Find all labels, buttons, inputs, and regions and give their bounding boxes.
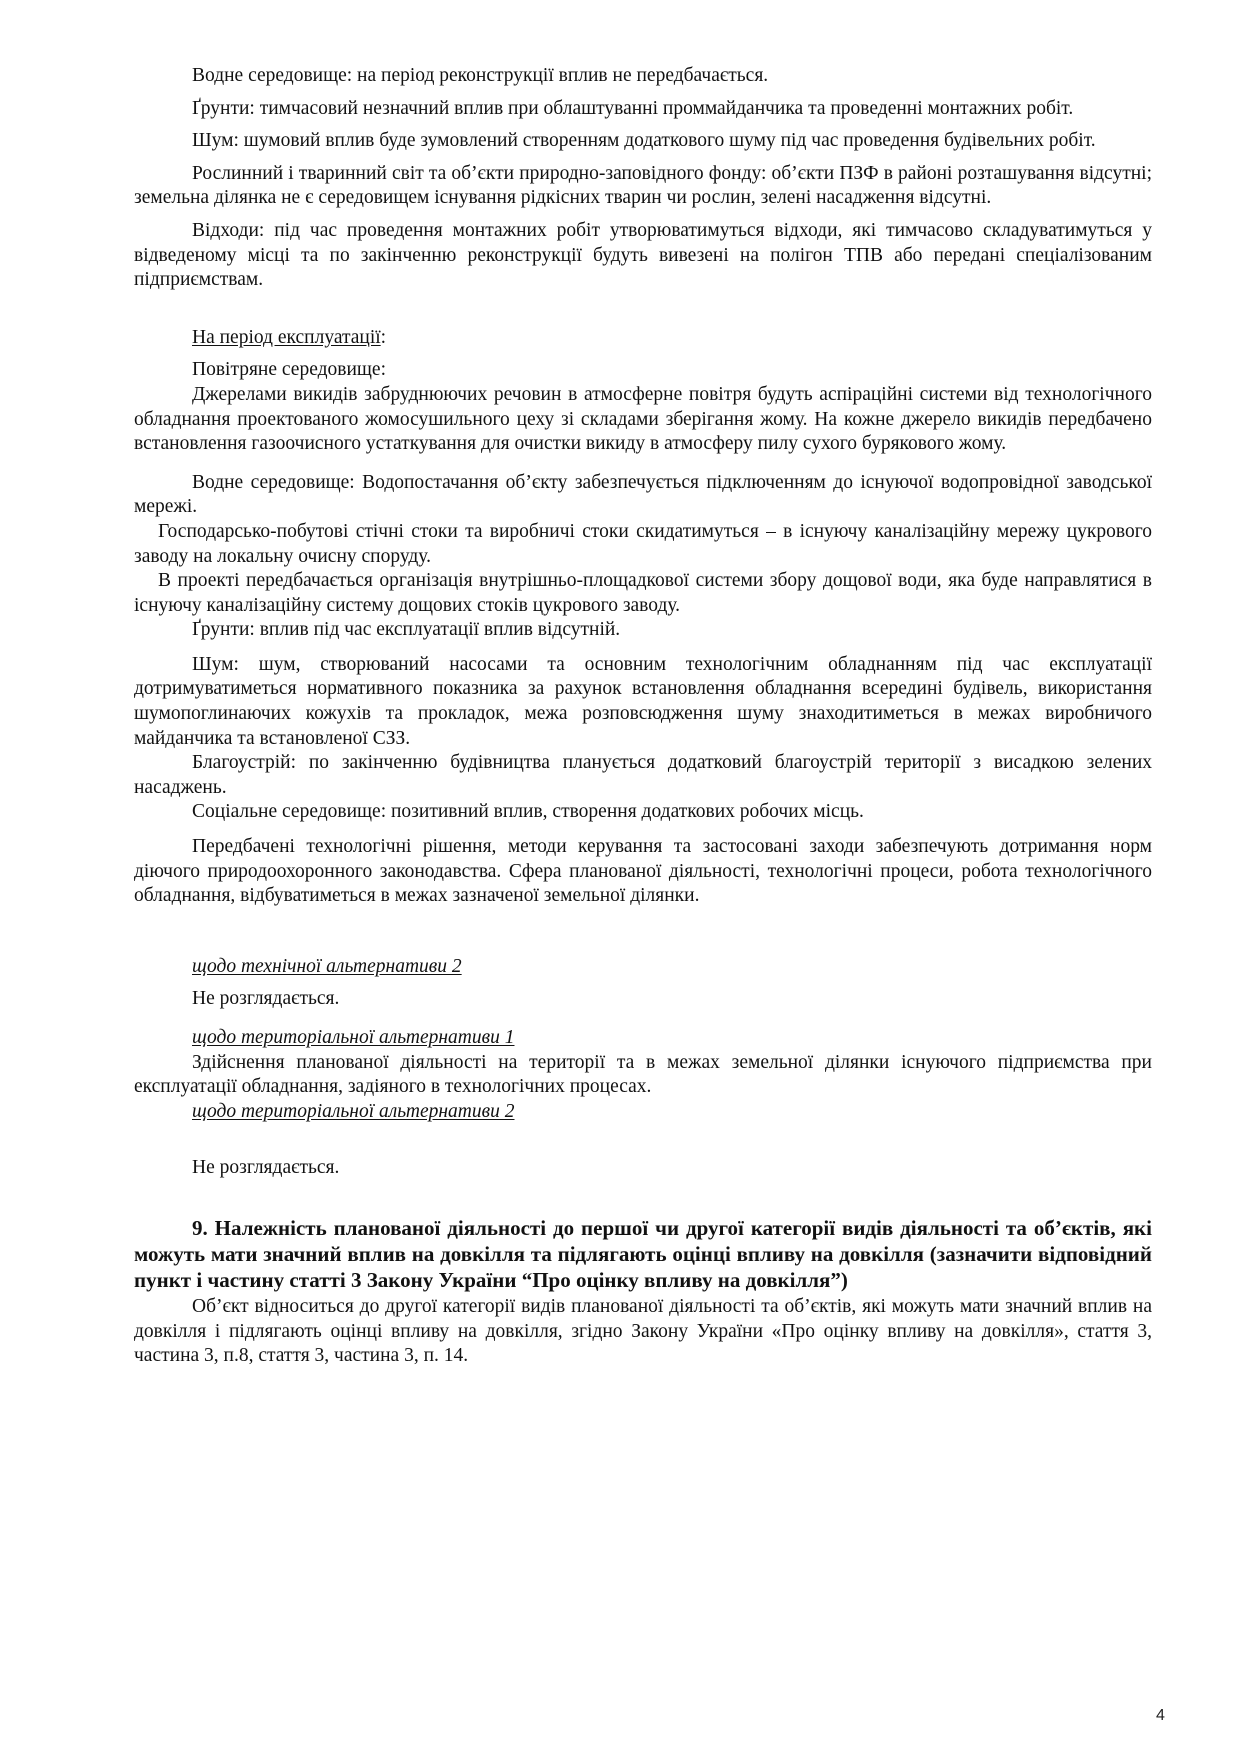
operation-period-heading (134, 326, 1152, 351)
territorial-alternative-1-text: Здійснення планованої діяльності на території та в межах земельної ділянки існуючого підприємства при експлуатації обладнання, задіяного в технологічних процесах. (134, 1051, 1152, 1098)
construction-water-paragraph: Водне середовище: на період реконструкції вплив не передбачається. (192, 65, 769, 86)
territorial-alternative-1-title: щодо територіальної альтернативи 1 (192, 1027, 515, 1048)
operation-period-title: На період експлуатації (192, 326, 381, 348)
construction-flora-fauna-paragraph: Рослинний і тваринний світ та об’єкти природно-заповідного фонду: об’єкти ПЗФ в районі розташування відсутні; земельна ділянка не є середовищем існування рідкісних тварин чи рослин, зелені насадження відсутні. (134, 162, 1152, 209)
operation-sewage-paragraph: Господарсько-побутові стічні стоки та виробничі стоки скидатимуться – в існуючу каналізаційну мережу цукрового заводу на локальну очисну споруду. (134, 520, 1152, 567)
construction-waste-paragraph: Відходи: під час проведення монтажних робіт утворюватимуться відходи, які тимчасово складуватимуться у відведеному місці та по закінченню реконструкції будуть вивезені на полігон ТПВ або передані спеціалізованим підприємствам. (134, 219, 1152, 291)
page-number: 4 (1156, 1707, 1165, 1724)
operation-noise-paragraph: Шум: шум, створюваний насосами та основним технологічним обладнанням під час експлуатації дотримуватиметься нормативного показника за рахунок встановлення обладнання всередині будівель, використання шумопоглинаючих кожухів та прокладок, межа розповсюдження шуму знаходитиметься в межах виробничого майданчика та встановленої СЗЗ. (134, 653, 1152, 749)
operation-air-label: Повітряне середовище: (192, 359, 387, 381)
technical-alternative-2-title: щодо технічної альтернативи 2 (192, 955, 462, 977)
operation-period-colon: : (380, 326, 387, 348)
construction-soils-paragraph: Ґрунти: тимчасовий незначний вплив при облаштуванні проммайданчика та проведенні монтажних робіт. (192, 97, 1074, 119)
operation-landscaping-paragraph: Благоустрій: по закінченню будівництва планується додатковий благоустрій території з висадкою зелених насаджень. (134, 752, 1152, 798)
operation-social-paragraph: Соціальне середовище: позитивний вплив, створення додаткових робочих місць. (192, 801, 864, 823)
operation-water-paragraph: Водне середовище: Водопостачання об’єкту забезпечується підключенням до існуючої водопровідної заводської мережі. (134, 471, 1152, 518)
territorial-alternative-2-title: щодо територіальної альтернативи 2 (192, 1100, 515, 1122)
section-9-paragraph: Об’єкт відноситься до другої категорії видів планованої діяльності та об’єктів, які можуть мати значний вплив на довкілля і підлягають оцінці впливу на довкілля, згідно Закону України «Про оцінку впливу на довкілля», стаття 3, частина 3, п.8, стаття 3, частина 3, п. 14. (134, 1295, 1152, 1367)
technical-alternative-2-text: Не розглядається. (192, 988, 340, 1010)
territorial-alternative-2-text: Не розглядається. (192, 1157, 340, 1179)
document-body (134, 64, 1152, 1369)
operation-soils-paragraph: Ґрунти: вплив під час експлуатації вплив відсутній. (192, 619, 621, 641)
operation-summary-paragraph: Передбачені технологічні рішення, методи керування та застосовані заходи забезпечують дотримання норм діючого природоохоронного законодавства. Сфера планованої діяльності, технологічні процеси, робота технологічного обладнання, відбуватиметься в межах зазначеної земельної ділянки. (134, 836, 1152, 907)
construction-noise-paragraph: Шум: шумовий вплив буде зумовлений створенням додаткового шуму під час проведення будівельних робіт. (192, 130, 1096, 152)
operation-rainwater-paragraph: В проекті передбачається організація внутрішньо-площадкової системи збору дощової води, яка буде направлятися в існуючу каналізаційну систему дощових стоків цукрового заводу. (134, 570, 1152, 616)
section-9-heading: 9. Належність планованої діяльності до першої чи другої категорії видів діяльності та об’єктів, які можуть мати значний вплив на довкілля та підлягають оцінці впливу на довкілля (зазначити відповідний пункт і частину статті 3 Закону України “Про оцінку впливу на довкілля”) (134, 1215, 1152, 1292)
operation-air-paragraph: Джерелами викидів забруднюючих речовин в атмосферне повітря будуть аспіраційні системи від технологічного обладнання проектованого жомосушильного цеху зі складами зберігання жому. На кожне джерело викидів передбачено встановлення газоочисного устаткування для очистки викиду в атмосферу пилу сухого бурякового жому. (134, 383, 1152, 455)
